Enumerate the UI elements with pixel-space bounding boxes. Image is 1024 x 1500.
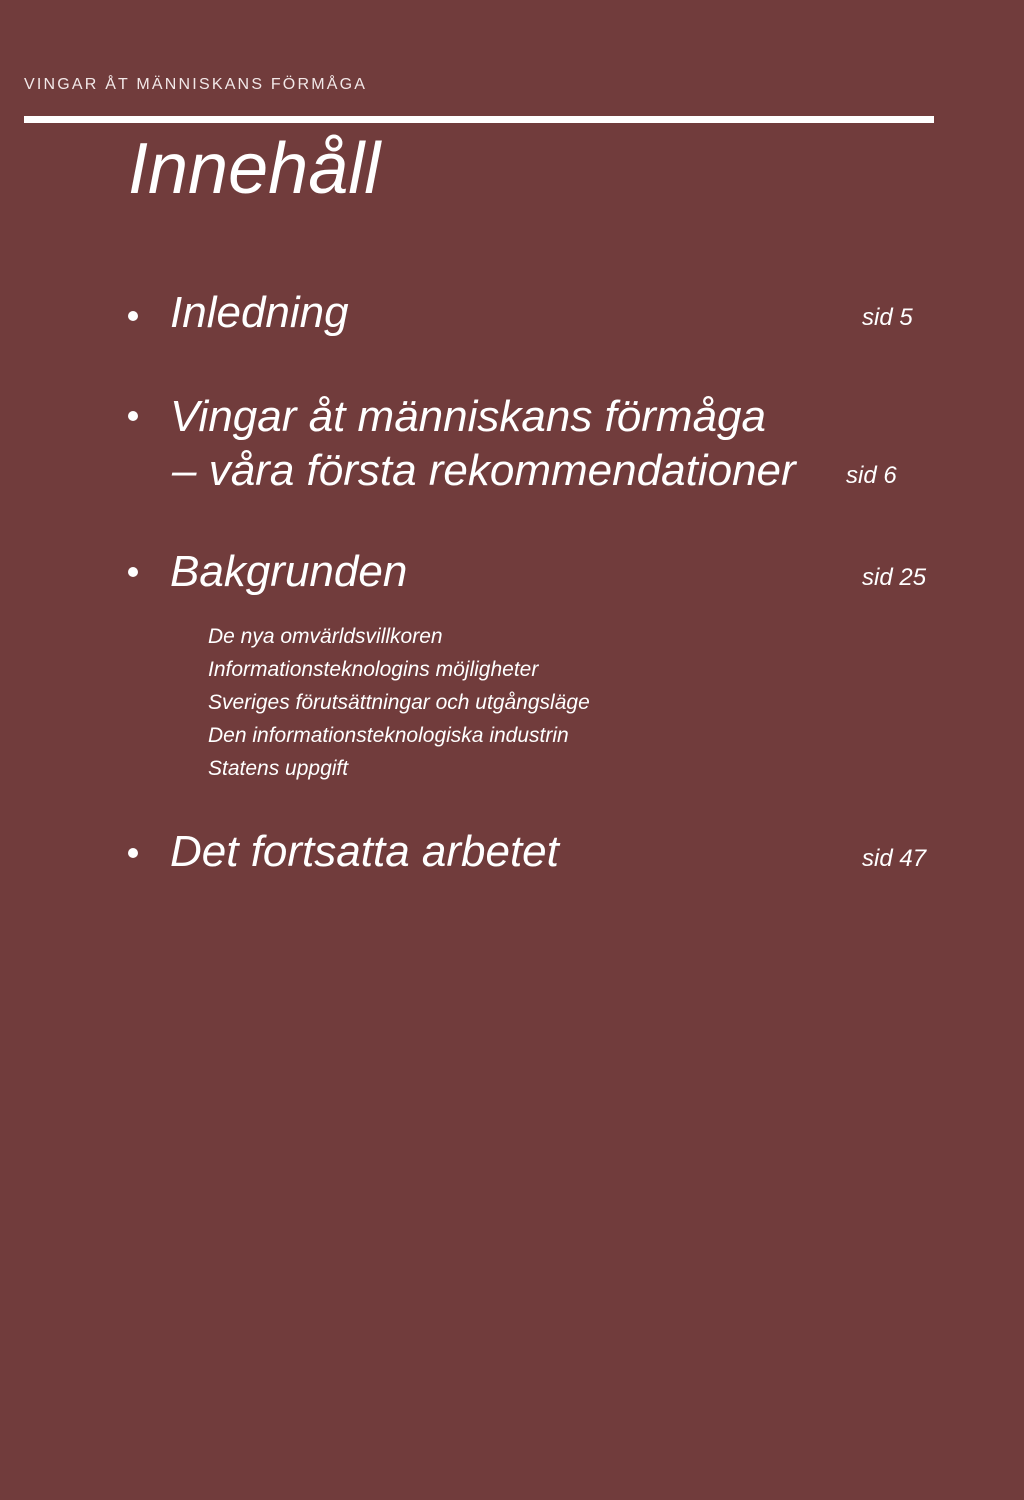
toc-entry-title: Inledning [170,288,349,337]
header-rule [24,116,934,123]
toc-subitems [208,620,590,785]
toc-entry-page: sid 47 [862,845,927,872]
toc-subitem: Den informationsteknologiska industrin [208,724,569,747]
toc-entry-title: Bakgrunden [170,547,408,596]
toc-entry-page: sid 5 [862,304,913,331]
bullet-icon [128,567,138,577]
bullet-icon [128,848,138,858]
toc-entry-title: Det fortsatta arbetet [170,827,559,876]
toc-subitem: Statens uppgift [208,757,349,780]
toc-entry-page: sid 6 [846,462,897,489]
toc-subitem: Informationsteknologins möjligheter [208,658,539,681]
toc-entry-title-line1: Vingar åt människans förmåga [170,392,766,441]
bullet-icon [128,411,138,421]
toc-entry-page: sid 25 [862,564,927,591]
page-title: Innehåll [128,129,381,209]
toc-subitem: De nya omvärldsvillkoren [208,625,443,648]
toc-entry-title-line2: – våra första rekommendationer [172,446,796,495]
toc-subitem: Sveriges förutsättningar och utgångsläge [208,691,590,714]
header-label: VINGAR ÅT MÄNNISKANS FÖRMÅGA [24,76,368,93]
bullet-icon [128,311,138,321]
